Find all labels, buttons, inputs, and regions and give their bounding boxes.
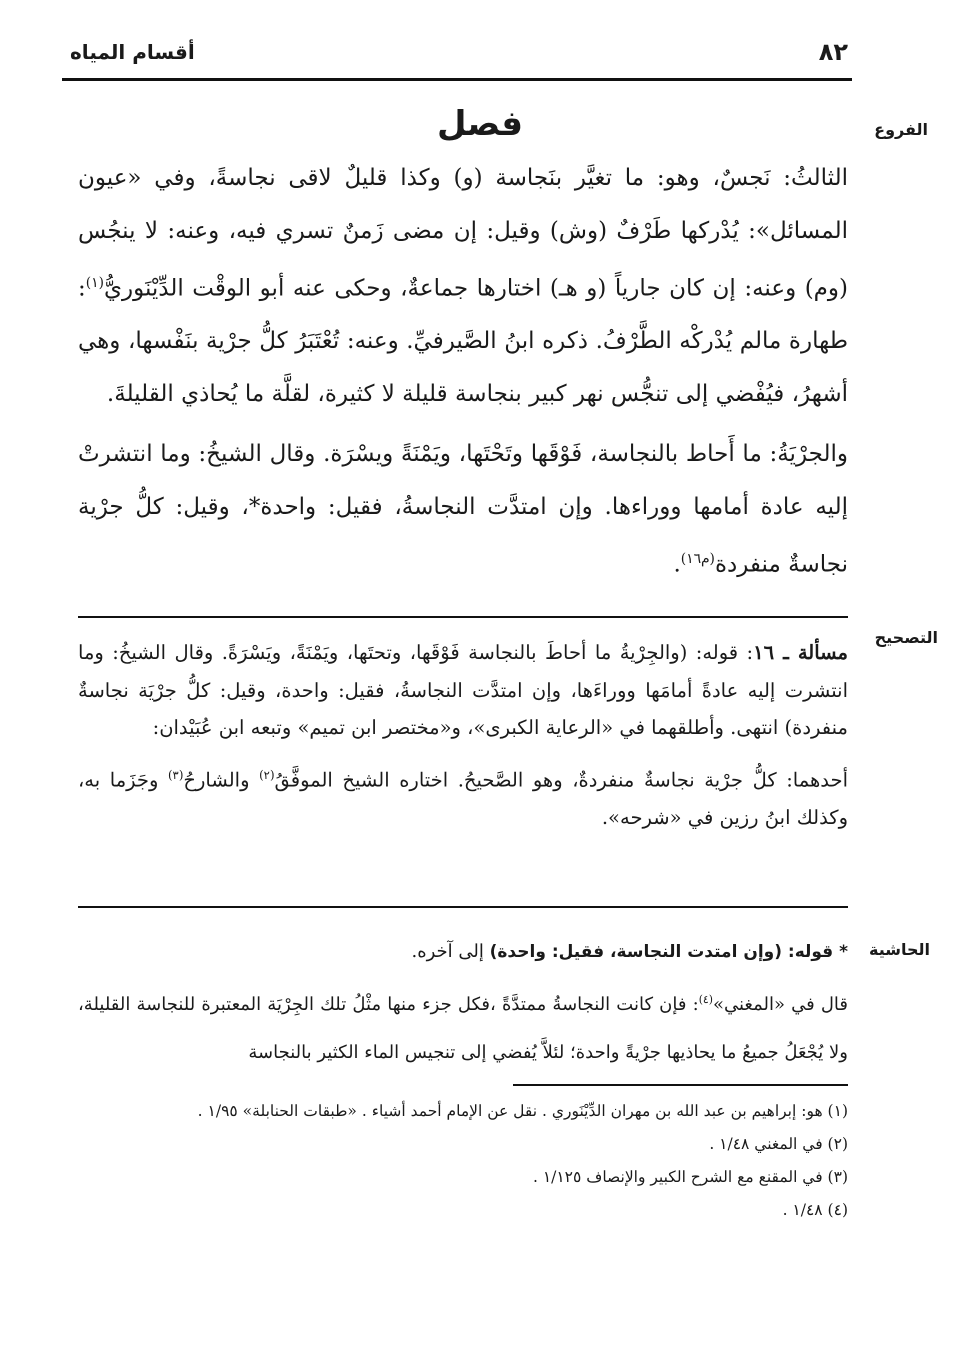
tashih-text — [78, 634, 848, 836]
footnote-ref-4: (٤) — [698, 993, 713, 1006]
star-marker: * — [248, 493, 261, 520]
footnote-1: (١) هو: إبراهيم بن عبد الله بن مهران الدِّيْنَوري . نقل عن الإمام أحمد أشياء . «طبقات الحنابلة» ١/٩٥ . — [197, 1102, 848, 1120]
main-paragraph-2: والجرْيَةُ: ما أَحاط بالنجاسة، فَوْقَها وتَحْتَها، ويَمْنَةً ويسْرَة. وقال الشيخُ: وما انتشرتْ إليه عادة أمامها ووراءها. وإن امتدَّت النجاسةُ، فقيل: واحدة*، وقيل: كلُّ جرْية نجاسةٌ منفردة$^{(م١٦)}$. — [78, 441, 849, 578]
page-number: ٨٢ — [818, 38, 848, 66]
main-paragraph-1: الثالثُ: نَجسٌ، وهو: ما تغيَّر بنَجاسة (و) وكذا قليلٌ لاقى نجاسةً، وفي «عيون المسائل»: يُدْركها طَرْفٌ (وش) وقيل: إن مضى زَمنٌ تسري فيه، وعنه: لا ينجُس (وم) وعنه: إن كان جارياً (و هـ) اختارها جماعةٌ، وحكى عنه أبو الوقْت الدِّيْنَوريُّ$^{(١)}$: طهارة مالم يُدْركْه الطَّرْفُ. ذكره ابنُ الصَّيرفيِّ. وعنه: تُعْتَبَرُ كلُّ جرْية بنَفْسها، وهي أشهرُ، فيُفْضي إلى تنجُّس نهر كبير بنجاسة قليلة لا كثيرة، لقلَّة ما يُحاذي القليلةَ. — [78, 165, 848, 407]
footnote-ref-1: (١) — [85, 275, 104, 291]
tashih-paragraph-2: أحدهما: كلُّ جرْية نجاسةٌ منفردةٌ، وهو الصَّحيحُ. اختاره الشيخ الموفَّقُ$^{(٢)}$ والشارحُ$^{(٣)}$ وجَزَما به، وكذلك ابنُ رزين في «شرحه». — [78, 767, 848, 829]
hashiya-text — [78, 928, 848, 1077]
separator-hashiya — [78, 906, 848, 908]
footnotes — [78, 1095, 848, 1227]
masala-label: مسألة ـ ١٦ — [753, 641, 849, 664]
masala-ref: (م١٦) — [680, 551, 715, 568]
footnote-4: (٤) ١/٤٨ . — [782, 1201, 848, 1219]
side-label-hashiya: الحاشية — [869, 940, 930, 959]
footnote-3: (٣) في المقنع مع الشرح الكبير والإنصاف ١/١٢٥ . — [532, 1168, 848, 1186]
running-title: أقسام المياه — [70, 40, 195, 64]
footnote-ref-2: (٢) — [259, 767, 275, 782]
hashiya-lead: * قوله: (وإن امتدت النجاسة، فقيل: واحدة) إلى آخره. — [411, 941, 848, 962]
side-label-furu: الفروع — [874, 120, 928, 139]
footnote-rule — [513, 1084, 848, 1086]
footnote-ref-3: (٣) — [167, 767, 184, 782]
tashih-paragraph-1: مسألة ـ ١٦: قوله: (والجِرْيةُ ما أحاطَ بالنجاسة فَوْقَها، وتحتَها، ويَمْنَةً، ويَسْرَةً. وقال الشيخُ: وما انتشرت إليه عادةً أمامَها ووراءَها، وإن امتدَّت النجاسةُ، فقيل: واحدة، وقيل: كلُّ جرْيَة نجاسةٌ منفردة) انتهى. وأطلقهما في «الرعاية الكبرى»، و«مختصر ابن تميم» وتبعه ابن عُبَيْدان: — [78, 641, 849, 739]
header-rule — [62, 78, 852, 81]
hashiya-paragraph: قال في «المغني»$^{(٤)}$: فإن كانت النجاسةُ ممتدَّةً ،فكل جزء منها مثْلُ تلك الجِرْيَة المعتبرة للنجاسة القليلة، ولا يُجْعَلُ جميعُ ما يحاذيها جرْيةً واحدة؛ لئلاَّ يُفضي إلى تنجيس الماء الكثير بالنجاسة — [78, 993, 848, 1063]
page-header — [70, 38, 848, 74]
section-title: فصل — [436, 104, 524, 144]
footnote-2: (٢) في المغني ١/٤٨ . — [709, 1135, 848, 1153]
main-text — [78, 152, 848, 591]
side-label-tashih: التصحيح — [874, 628, 938, 647]
separator-tashih — [78, 616, 848, 618]
